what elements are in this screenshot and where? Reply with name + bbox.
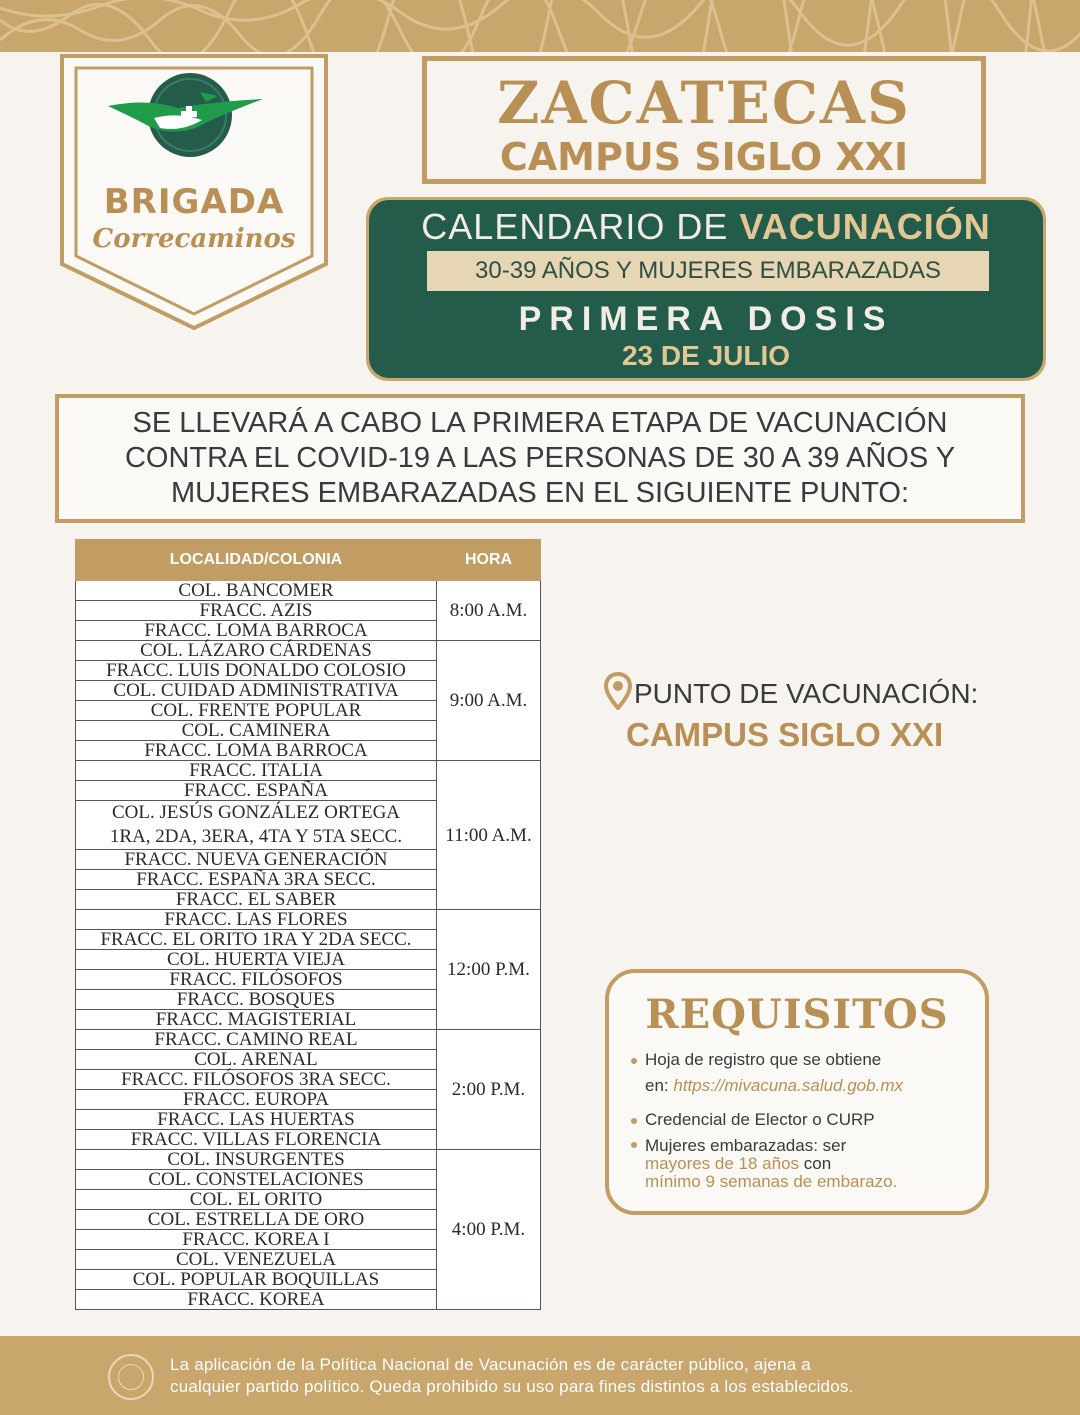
column-header-hour: HORA <box>437 540 541 581</box>
locality-cell: COL. LÁZARO CÁRDENAS <box>76 641 437 661</box>
requirement-id <box>645 1107 875 1133</box>
locality-cell: COL. POPULAR BOQUILLAS <box>76 1270 437 1290</box>
locality-cell: FRACC. BOSQUES <box>76 990 437 1010</box>
vaccination-point-label: PUNTO DE VACUNACIÓN: <box>634 678 979 709</box>
locality-cell: COL. BANCOMER <box>76 581 437 601</box>
requirements-title: REQUISITOS <box>645 991 949 1038</box>
requirement-3-text: Mujeres embarazadas: ser <box>645 1136 847 1155</box>
table-header-row <box>76 540 541 581</box>
locality-cell: FRACC. NUEVA GENERACIÓN <box>76 850 437 870</box>
requirement-2-text: Credencial de Elector o CURP <box>645 1110 875 1129</box>
footer-line-2: cualquier partido político. Queda prohibido su uso para fines distintos a los establecidos. <box>170 1377 854 1396</box>
locality-cell: FRACC. EL ORITO 1RA Y 2DA SECC. <box>76 930 437 950</box>
age-group-banner: 30-39 AÑOS Y MUJERES EMBARAZADAS <box>427 251 989 291</box>
table-row <box>76 581 541 601</box>
locality-cell: FRACC. EUROPA <box>76 1090 437 1110</box>
locality-cell: FRACC. FILÓSOFOS <box>76 970 437 990</box>
intro-box <box>55 394 1025 523</box>
locality-cell: FRACC. CAMINO REAL <box>76 1030 437 1050</box>
locality-cell: FRACC. LOMA BARROCA <box>76 621 437 641</box>
government-seal-icon <box>108 1354 154 1400</box>
table-row <box>76 910 541 930</box>
calendar-prefix: CALENDARIO DE <box>421 206 740 247</box>
table-row <box>76 641 541 661</box>
table-row <box>76 1030 541 1050</box>
table-row <box>76 1150 541 1170</box>
requirement-1-text: Hoja de registro que se obtiene <box>645 1050 882 1069</box>
locality-cell: FRACC. AZIS <box>76 601 437 621</box>
footer-line-1: La aplicación de la Política Nacional de Vacunación es de carácter público, ajena a <box>170 1355 811 1374</box>
requirement-1-prefix: en: <box>645 1076 674 1095</box>
locality-cell: COL. ESTRELLA DE ORO <box>76 1210 437 1230</box>
locality-cell: FRACC. KOREA I <box>76 1230 437 1250</box>
locality-cell: COL. FRENTE POPULAR <box>76 701 437 721</box>
bullet-icon <box>631 1058 637 1064</box>
calendar-box <box>366 197 1046 381</box>
requirement-3-age: mayores de 18 años <box>645 1154 800 1173</box>
locality-cell: FRACC. KOREA <box>76 1290 437 1310</box>
location-pin-icon <box>604 672 632 715</box>
brigada-badge <box>60 54 328 330</box>
footer <box>0 1336 1080 1415</box>
locality-cell: FRACC. ESPAÑA 3RA SECC. <box>76 870 437 890</box>
requirement-registration <box>645 1047 903 1099</box>
intro-line-1: SE LLEVARÁ A CABO LA PRIMERA ETAPA DE VACUNACIÓN <box>132 407 948 439</box>
locality-cell: COL. INSURGENTES <box>76 1150 437 1170</box>
requirement-pregnant <box>645 1137 897 1191</box>
schedule-table <box>75 539 541 1310</box>
hour-cell: 8:00 A.M. <box>437 581 541 641</box>
requirement-3-weeks: mínimo 9 semanas de embarazo. <box>645 1172 898 1191</box>
locality-cell: FRACC. LAS FLORES <box>76 910 437 930</box>
locality-cell: COL. HUERTA VIEJA <box>76 950 437 970</box>
locality-cell: FRACC. ESPAÑA <box>76 781 437 801</box>
locality-cell: COL. ARENAL <box>76 1050 437 1070</box>
locality-cell: FRACC. MAGISTERIAL <box>76 1010 437 1030</box>
intro-line-2: CONTRA EL COVID-19 A LAS PERSONAS DE 30 A 39 AÑOS Y <box>124 442 956 474</box>
locality-cell: COL. JESÚS GONZÁLEZ ORTEGA 1RA, 2DA, 3ERA, 4TA Y 5TA SECC. <box>76 801 437 850</box>
locality-cell: COL. EL ORITO <box>76 1190 437 1210</box>
hour-cell: 12:00 P.M. <box>437 910 541 1030</box>
registration-link[interactable]: https://mivacuna.salud.gob.mx <box>673 1076 903 1095</box>
footer-disclaimer <box>170 1354 1030 1398</box>
locality-cell: FRACC. LOMA BARROCA <box>76 741 437 761</box>
date-label: 23 DE JULIO <box>621 340 791 371</box>
bullet-icon <box>631 1118 637 1124</box>
requirement-3-connector: con <box>799 1154 832 1173</box>
locality-cell: COL. CUIDAD ADMINISTRATIVA <box>76 681 437 701</box>
calendar-highlight: VACUNACIÓN <box>739 206 991 247</box>
locality-cell: FRACC. FILÓSOFOS 3RA SECC. <box>76 1070 437 1090</box>
title-box <box>422 56 986 184</box>
locality-cell: FRACC. LAS HUERTAS <box>76 1110 437 1130</box>
hour-cell: 4:00 P.M. <box>437 1150 541 1310</box>
campus-title: CAMPUS SIGLO XXI <box>499 135 909 179</box>
locality-cell: FRACC. VILLAS FLORENCIA <box>76 1130 437 1150</box>
locality-cell: FRACC. ITALIA <box>76 761 437 781</box>
column-header-locality: LOCALIDAD/COLONIA <box>76 540 437 581</box>
locality-cell: FRACC. LUIS DONALDO COLOSIO <box>76 661 437 681</box>
locality-cell: COL. VENEZUELA <box>76 1250 437 1270</box>
locality-cell: FRACC. EL SABER <box>76 890 437 910</box>
table-row <box>76 761 541 781</box>
badge-title: BRIGADA <box>103 182 285 222</box>
locality-cell: COL. CONSTELACIONES <box>76 1170 437 1190</box>
bullet-icon <box>631 1142 637 1148</box>
hour-cell: 2:00 P.M. <box>437 1030 541 1150</box>
dose-label: PRIMERA DOSIS <box>518 300 894 338</box>
intro-line-3: MUJERES EMBARAZADAS EN EL SIGUIENTE PUNTO: <box>170 477 910 509</box>
badge-subtitle: Correcaminos <box>92 224 296 254</box>
hour-cell: 9:00 A.M. <box>437 641 541 761</box>
vaccination-point-name: CAMPUS SIGLO XXI <box>626 716 944 753</box>
requirements-box <box>605 969 989 1215</box>
page-title: ZACATECAS <box>497 69 911 137</box>
calendar-heading <box>369 206 1043 248</box>
schedule-body <box>76 581 541 1310</box>
locality-cell: COL. CAMINERA <box>76 721 437 741</box>
decorative-top-band <box>0 0 1080 52</box>
roadrunner-logo-icon <box>108 72 268 163</box>
hour-cell: 11:00 A.M. <box>437 761 541 910</box>
